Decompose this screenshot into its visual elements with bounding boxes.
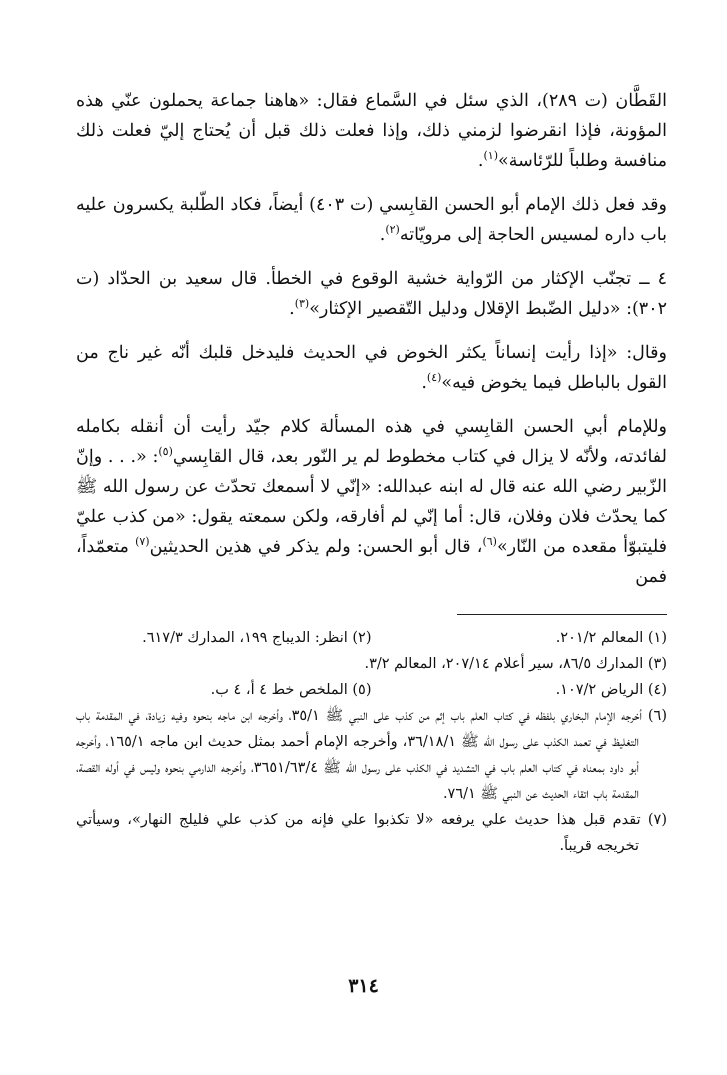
paragraph-5-text-c: ، قال أبو الحسن: ولم يذكر في هذين الحديثين <box>149 537 483 557</box>
footnote-2: (٢) انظر: الديباج ١٩٩، المدارك ٦١٧/٣. <box>142 630 372 646</box>
footnote-6: (٦) أخرجه الإمام البخاري بلفظه في كتاب العلم باب إثم من كذب على النبي ﷺ ٣٥/١، وأخرجه ابن ماجه بنحوه وفيه زيادة، في المقدمة باب التغليظ في تعمد الكذب على رسول الله ﷺ ٣٦/١٨/١، وأخرجه الإمام أحمد بمثل حديث ابن ماجه ١٦٥/١، وأخرجه أبو داود بمعناه في كتاب العلم باب في التشديد في الكذب على رسول الله ﷺ ٣٦٥١/٦٣/٤، وأخرجه الدارمي بنحوه وليس في أوله القصة، المقدمة باب اتقاء الحديث عن النبي ﷺ ٧٦/١. <box>76 708 667 802</box>
footnotes <box>76 625 667 859</box>
paragraph-5-text-a: وللإمام أبي الحسن القابِسي في هذه المسألة كلام جيّد رأيت أن أنقله بكامله لفائدته، ولأنّه لا يزال في كتاب مخطوط لم ير النّور بعد، قال القابِسي <box>76 417 667 467</box>
paragraph-2: وقد فعل ذلك الإمام أبو الحسن القابِسي (ت ٤٠٣) أيضاً، فكاد الطّلبة يكسرون عليه باب داره لمسيس الحاجة إلى مرويّاته$^{(٢)}$. <box>76 195 667 245</box>
paragraph-5 <box>76 412 667 592</box>
footnote-ref-7[interactable]: (٧) <box>135 535 150 549</box>
paragraph-1: القَطَّان (ت ٢٨٩)، الذي سئل في السَّماع فقال: «هاهنا جماعة يحملون عنّي هذه المؤونة، فإذا انقرضوا لزمني ذلك، وإذا فعلت ذلك قبل أن يُحتاج إليّ فعلت ذلك منافسة وطلباً للرّئاسة»$^{(١)}$. <box>76 91 667 171</box>
footnote-separator <box>457 614 667 615</box>
paragraph-5-text-b: : «. . . وإنّ الزّبير رضي الله عنه قال له ابنه عبدالله: «إنّي لا أسمعك تحدّث عن رسول الله ﷺ كما يحدّث فلان وفلان، قال: أما إنّي لم أفارقه، ولكن سمعته يقول: «من كذب عليّ فليتبوّأ مقعده من النّار» <box>76 447 667 557</box>
footnote-5: (٥) الملخص خط ٤ أ، ٤ ب. <box>210 682 372 698</box>
page-number: ٣١٤ <box>348 975 379 997</box>
paragraph-3-text: ٤ ــ تجنّب الإكثار من الرّواية خشية الوقوع في الخطأ. قال سعيد بن الحدّاد (ت ٣٠٢): «دليل الضّبط الإقلال ودليل التّقصير الإكثار» <box>76 269 667 319</box>
footnote-4: (٤) الرياض ١٠٧/٢. <box>555 682 667 698</box>
footnote-ref-4[interactable]: (٤) <box>426 371 442 385</box>
footnote-ref-3[interactable]: (٣) <box>294 297 310 311</box>
footnote-ref-6[interactable]: (٦) <box>482 535 497 549</box>
paragraph-3: ٤ ــ تجنّب الإكثار من الرّواية خشية الوقوع في الخطأ. قال سعيد بن الحدّاد (ت ٣٠٢): «دليل الضّبط الإقلال ودليل التّقصير الإكثار»$^{(٣)}$. <box>76 269 667 319</box>
footnote-ref-1[interactable]: (١) <box>483 149 498 163</box>
footnote-ref-2[interactable]: (٢) <box>385 223 400 237</box>
page-content <box>76 86 667 859</box>
footnote-ref-5[interactable]: (٥) <box>158 445 173 459</box>
footnote-row-1-2 <box>76 625 667 651</box>
footnote-1: (١) المعالم ٢٠١/٢. <box>555 630 667 646</box>
paragraph-1-text: القَطَّان (ت ٢٨٩)، الذي سئل في السَّماع فقال: «هاهنا جماعة يحملون عنّي هذه المؤونة، فإذا انقرضوا لزمني ذلك، وإذا فعلت ذلك قبل أن يُحتاج إليّ فعلت ذلك منافسة وطلباً للرّئاسة» <box>76 91 667 171</box>
paragraph-4: وقال: «إذا رأيت إنساناً يكثر الخوض في الحديث فليدخل قلبك أنّه غير ناج من القول بالباطل فيما يخوض فيه»$^{(٤)}$. <box>76 343 667 393</box>
paragraph-2-text: وقد فعل ذلك الإمام أبو الحسن القابِسي (ت ٤٠٣) أيضاً، فكاد الطّلبة يكسرون عليه باب داره لمسيس الحاجة إلى مرويّاته <box>76 195 667 245</box>
footnote-row-4-5 <box>76 677 667 703</box>
paragraph-5-text-d: متعمّداً، فمن <box>76 537 667 587</box>
paragraph-4-text: وقال: «إذا رأيت إنساناً يكثر الخوض في الحديث فليدخل قلبك أنّه غير ناج من القول بالباطل فيما يخوض فيه» <box>76 343 667 393</box>
footnote-3: (٣) المدارك ٨٦/٥، سير أعلام ٢٠٧/١٤، المعالم ٣/٢. <box>364 656 667 672</box>
footnote-7: (٧) تقدم قبل هذا حديث علي يرفعه «لا تكذبوا علي فإنه من كذب علي فليلج النهار»، وسيأتي تخريجه قريباً. <box>76 812 667 854</box>
